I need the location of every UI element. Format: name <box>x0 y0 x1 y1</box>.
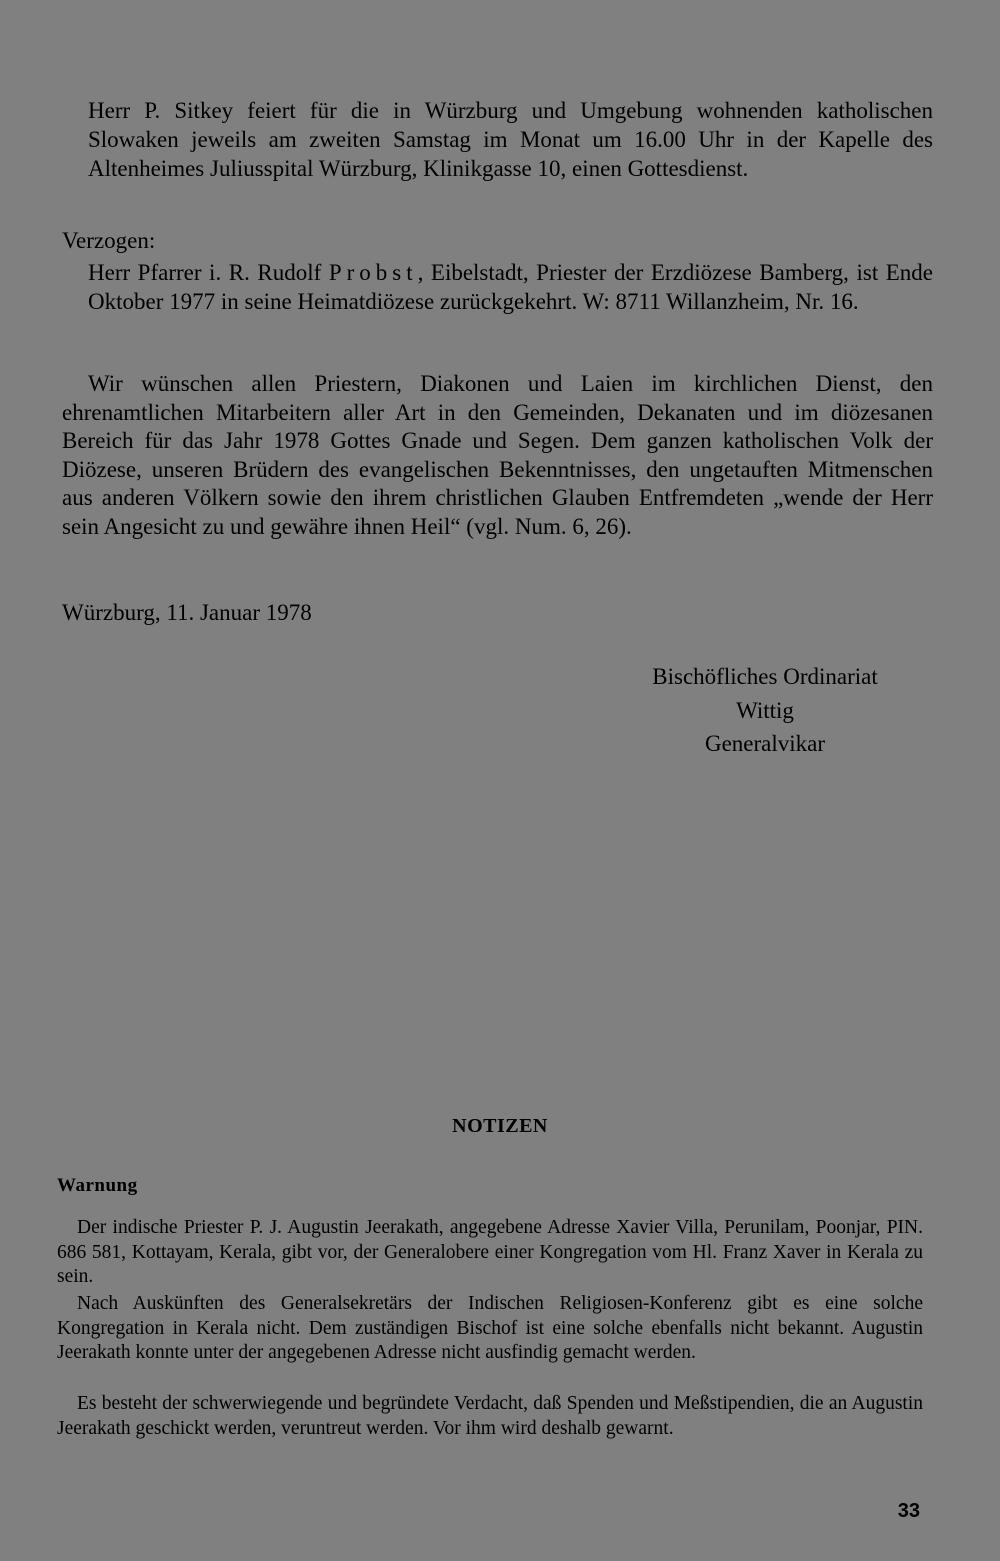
moved-person-name: Probst <box>328 260 418 285</box>
intro-paragraph: Herr P. Sitkey feiert für die in Würzburg und Umgebung wohnenden katholischen Slowaken jeweils am zweiten Samstag im Monat um 16.00 Uhr in der Kapelle des Altenheimes Juliusspital Würzburg, Klinikgasse 10, einen Gottesdienst. <box>88 98 933 181</box>
signature-office: Bischöfliches Ordinariat <box>652 664 878 689</box>
page-number: 33 <box>897 1500 920 1522</box>
moved-suffix: , Eibelstadt, Priester der Erzdiözese Bamberg, ist Ende Oktober 1977 in seine Heimatdiözese zurückgekehrt. W: 8711 Willanzheim, Nr. 16. <box>88 260 933 314</box>
signature-title: Generalvikar <box>704 731 826 756</box>
warning-heading: Warnung <box>57 1175 138 1196</box>
dateline: Würzburg, 11. Januar 1978 <box>62 600 312 625</box>
moved-paragraph <box>88 258 933 316</box>
notes-section-title: NOTIZEN <box>452 1115 548 1137</box>
moved-prefix: Herr Pfarrer i. R. Rudolf <box>88 260 329 285</box>
new-year-wishes-paragraph <box>62 370 933 541</box>
new-year-wishes-text: Wir wünschen allen Priestern, Diakonen und Laien im kirchlichen Dienst, den ehrenamtlichen Mitarbeitern aller Art in den Gemeinden, Dekanaten und im diözesanen Bereich für das Jahr 1978 Gottes Gnade und Segen. Dem ganzen katholischen Volk der Diözese, unseren Brüdern des evangelischen Bekenntnisses, den ungetauften Mitmenschen aus anderen Völkern sowie den ihrem christlichen Glauben Entfremdeten „wende der Herr sein Angesicht zu und gewähre ihnen Heil“ (vgl. Num. 6, 26). <box>62 371 933 539</box>
signature-name: Wittig <box>736 697 794 723</box>
warning-paragraph-1 <box>57 1216 923 1290</box>
warning-paragraph-1-text: Der indische Priester P. J. Augustin Jeerakath, angegebene Adresse Xavier Villa, Perunilam, Poonjar, PIN. 686 581, Kottayam, Kerala, gibt vor, der Generalobere einer Kongregation vom Hl. Franz Xaver in Kerala zu sein. <box>57 1217 923 1287</box>
warning-paragraph-3-text: Es besteht der schwerwiegende und begründete Verdacht, daß Spenden und Meßstipendien, die an Augustin Jeerakath geschickt werden, veruntreut werden. Vor ihm wird deshalb gewarnt. <box>57 1393 923 1439</box>
warning-paragraph-3 <box>57 1392 923 1441</box>
warning-paragraph-2 <box>57 1292 923 1366</box>
moved-heading: Verzogen: <box>62 228 156 253</box>
signature-block <box>600 660 930 761</box>
warning-paragraph-2-text: Nach Auskünften des Generalsekretärs der Indischen Religiosen-Konferenz gibt es eine solche Kongregation in Kerala nicht. Dem zuständigen Bischof ist eine solche ebenfalls nicht bekannt. Augustin Jeerakath konnte unter der angegebenen Adresse nicht ausfindig gemacht werden. <box>57 1293 923 1363</box>
